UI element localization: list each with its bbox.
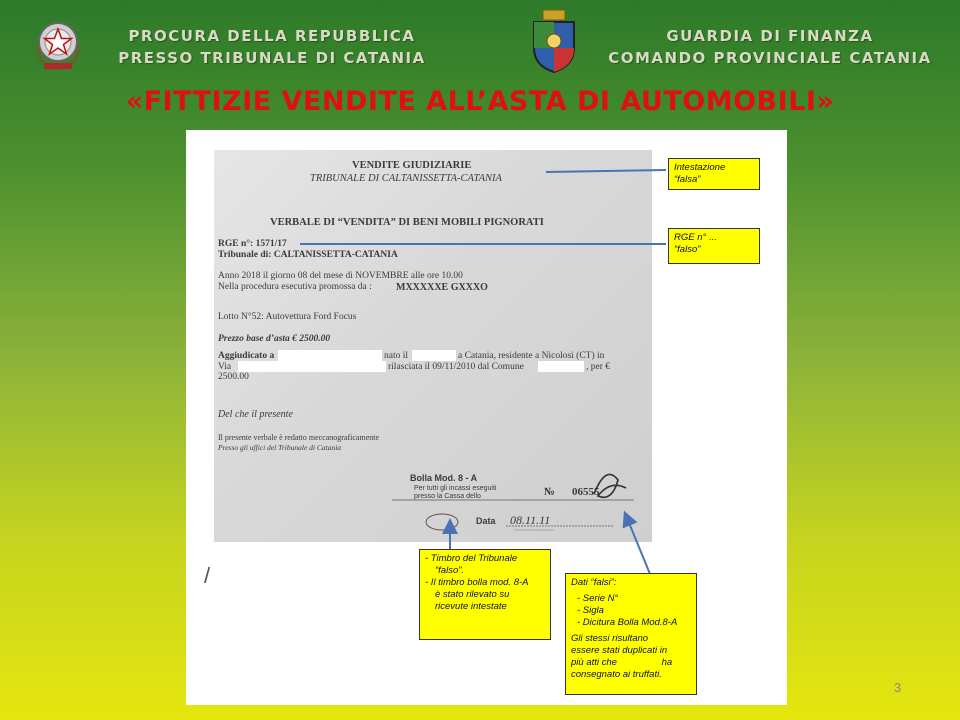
callout-timbro-line3: - Il timbro bolla mod. 8-A bbox=[425, 577, 529, 588]
doc-numero: 06555 bbox=[572, 486, 600, 498]
procura-line1: PROCURA DELLA REPUBBLICA bbox=[128, 27, 416, 45]
guardia-line2: COMANDO PROVINCIALE CATANIA bbox=[608, 49, 932, 67]
page-number: 3 bbox=[894, 680, 902, 695]
doc-importo: 2500.00 bbox=[218, 372, 249, 382]
callout-dati-title: Dati “falsi”: bbox=[571, 577, 617, 588]
doc-data-label: Data bbox=[476, 516, 496, 526]
callout-timbro-line2: “falso”. bbox=[435, 565, 465, 576]
doc-anno: Anno 2018 il giorno 08 del mese di NOVEMBRE alle ore 10.00 bbox=[218, 271, 463, 281]
callout-dati bbox=[565, 573, 697, 695]
doc-redatto: Il presente verbale è redatto meccanograficamente bbox=[218, 433, 380, 442]
doc-data-value: 08.11.11 bbox=[510, 513, 551, 527]
arrow-dati bbox=[627, 518, 650, 574]
doc-tribunale: Tribunale di: CALTANISSETTA-CATANIA bbox=[218, 250, 398, 260]
doc-title1: VENDITE GIUDIZIARIE bbox=[352, 160, 472, 171]
doc-title2: TRIBUNALE DI CALTANISSETTA-CATANIA bbox=[310, 173, 502, 184]
arrow-intestazione bbox=[546, 170, 666, 172]
doc-per-tutti: Per tutti gli incassi eseguiti bbox=[414, 485, 497, 492]
doc-agg3: a Catania, residente a Nicolosi (CT) in bbox=[458, 351, 605, 361]
slash-mark: / bbox=[204, 563, 211, 588]
callout-timbro-line5: ricevute intestate bbox=[435, 601, 507, 612]
callout-dati-footer2: essere stati duplicati in bbox=[571, 645, 668, 656]
callout-timbro bbox=[419, 549, 551, 640]
callout-rge-line1: RGE n° ... bbox=[674, 232, 717, 243]
doc-via1: Via bbox=[218, 362, 232, 372]
doc-agg1: Aggiudicato a bbox=[218, 351, 275, 361]
callout-dati-item3: - Dicitura Bolla Mod.8-A bbox=[577, 617, 678, 628]
doc-procedura-name: MXXXXXE GXXXO bbox=[396, 282, 488, 293]
callout-intestazione-line2: “falsa” bbox=[674, 174, 701, 185]
callout-dati-footer3b: ha bbox=[661, 657, 673, 668]
callout-dati-footer4: consegnato ai truffati. bbox=[571, 669, 662, 680]
doc-procedura-label: Nella procedura esecutiva promossa da : bbox=[218, 282, 372, 292]
callout-timbro-line4: è stato rilevato su bbox=[435, 589, 510, 600]
callout-intestazione bbox=[668, 158, 760, 190]
doc-prezzo: Prezzo base d’asta € 2500.00 bbox=[218, 334, 331, 344]
callout-rge-line2: “falso” bbox=[674, 244, 701, 255]
slide-headline: «FITTIZIE VENDITE ALL’ASTA DI AUTOMOBILI» bbox=[125, 86, 835, 117]
doc-heading: VERBALE DI “VENDITA” DI BENI MOBILI PIGNORATI bbox=[270, 217, 544, 228]
callout-timbro-line1: - Timbro del Tribunale bbox=[425, 553, 518, 564]
doc-cassa: presso la Cassa dello bbox=[414, 493, 481, 500]
callout-dati-footer3a: più atti che bbox=[571, 657, 617, 668]
doc-lotto: Lotto N°52: Autovettura Ford Focus bbox=[218, 312, 357, 322]
doc-rge: RGE n°: 1571/17 bbox=[218, 239, 287, 249]
doc-via2: rilasciata il 09/11/2010 dal Comune bbox=[388, 362, 524, 372]
callout-dati-footer1: Gli stessi risultano bbox=[571, 633, 649, 644]
callout-intestazione-line1: Intestazione bbox=[674, 162, 726, 173]
callout-dati-item1: - Serie N° bbox=[577, 593, 619, 604]
doc-del-che: Del che il presente bbox=[218, 409, 293, 420]
doc-presso: Presso gli uffici del Tribunale di Catania bbox=[218, 443, 342, 452]
doc-agg2: nato il bbox=[384, 351, 409, 361]
callout-rge bbox=[668, 228, 760, 264]
callout-dati-item2: - Sigla bbox=[577, 605, 604, 616]
guardia-line1: GUARDIA DI FINANZA bbox=[666, 27, 874, 45]
doc-bolla: Bolla Mod. 8 - A bbox=[410, 473, 478, 483]
callout-dati-footer3 bbox=[571, 657, 691, 669]
procura-line2: PRESSO TRIBUNALE DI CATANIA bbox=[118, 49, 426, 67]
doc-via3: , per € bbox=[586, 362, 611, 372]
doc-numero-label: № bbox=[544, 486, 556, 498]
